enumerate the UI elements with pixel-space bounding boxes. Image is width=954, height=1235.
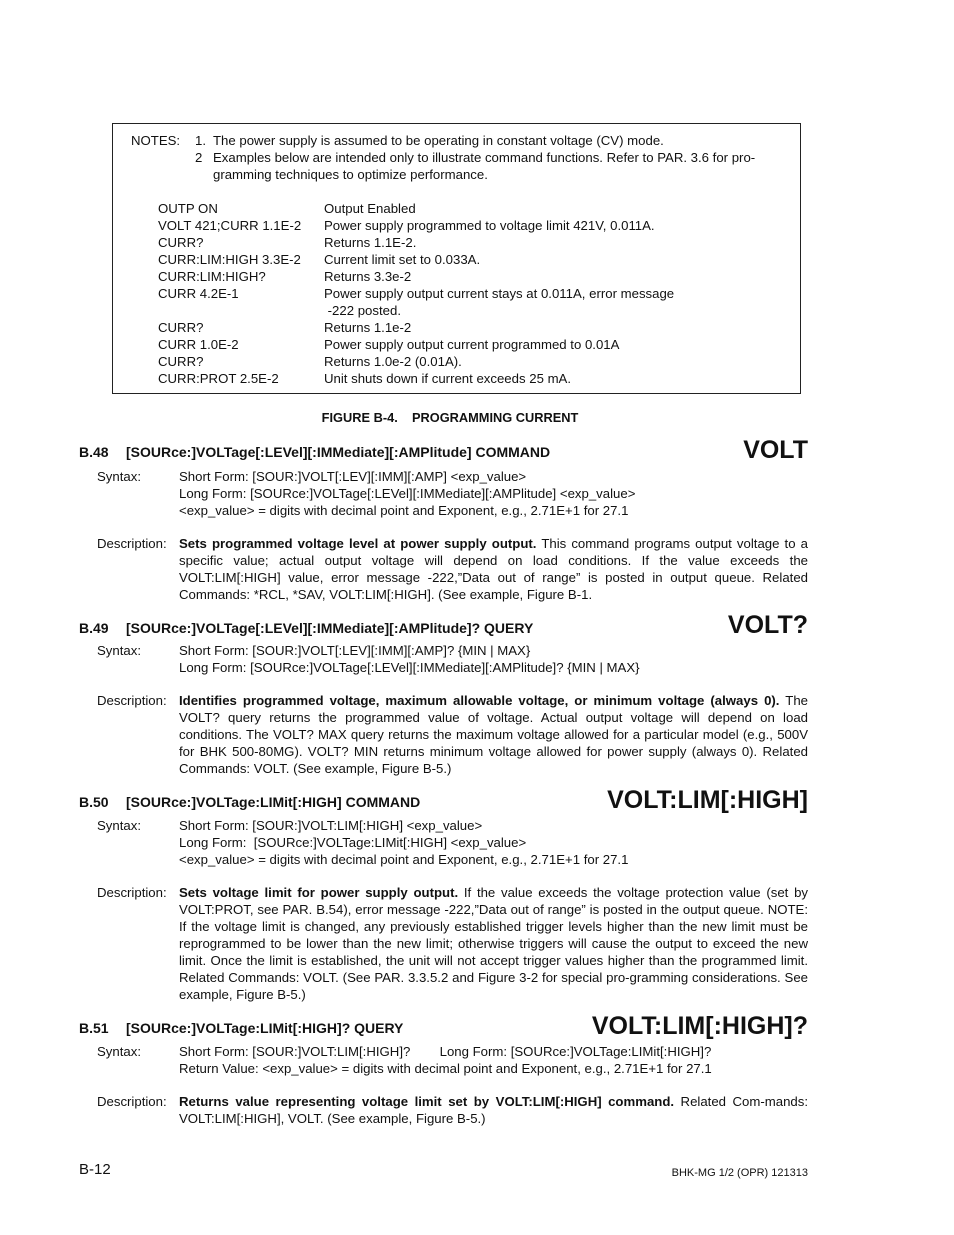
syntax-line: Return Value: <exp_value> = digits with decimal point and Exponent, e.g., 2.71E+1 for 27.1 xyxy=(179,1061,712,1076)
example-row xyxy=(158,336,788,353)
syntax-line: Short Form: [SOUR:]VOLT:LIM[:HIGH]? Long Form: [SOURce:]VOLTage:LIMit[:HIGH]? xyxy=(179,1044,712,1059)
description-label: Description: xyxy=(97,885,167,900)
example-command: CURR? xyxy=(158,235,204,250)
note-number: 1. xyxy=(195,133,206,148)
page-number: B-12 xyxy=(79,1161,111,1178)
section-title: [SOURce:]VOLTage[:LEVel][:IMMediate][:AMPlitude] COMMAND xyxy=(126,444,551,460)
note-text: The power supply is assumed to be operating in constant voltage (CV) mode. xyxy=(213,133,664,148)
example-description: Power supply output current programmed to 0.01A xyxy=(324,337,620,352)
section-number: B.50 xyxy=(79,794,109,810)
notes-label: NOTES: xyxy=(131,133,181,148)
description-label: Description: xyxy=(97,693,167,708)
syntax-line: <exp_value> = digits with decimal point and Exponent, e.g., 2.71E+1 for 27.1 xyxy=(179,852,629,867)
example-row xyxy=(158,285,788,302)
syntax-line: Long Form: [SOURce:]VOLTage[:LEVel][:IMMediate][:AMPlitude]? {MIN | MAX} xyxy=(179,660,640,675)
example-command: CURR 1.0E-2 xyxy=(158,337,239,352)
notes-box xyxy=(112,123,801,394)
note-text: Examples below are intended only to illustrate command functions. Refer to PAR. 3.6 for pro- xyxy=(213,150,756,165)
description-label: Description: xyxy=(97,1094,167,1109)
example-command: CURR:PROT 2.5E-2 xyxy=(158,371,279,386)
command-mnemonic: VOLT:LIM[:HIGH]? xyxy=(591,1012,808,1040)
figure-caption: FIGURE B-4. PROGRAMMING CURRENT xyxy=(321,410,579,425)
section-number: B.51 xyxy=(79,1020,109,1036)
section-heading-b48 xyxy=(79,444,550,461)
example-description: -222 posted. xyxy=(324,303,401,318)
example-row xyxy=(158,302,788,319)
example-description: Power supply programmed to voltage limit 421V, 0.011A. xyxy=(324,218,655,233)
section-number: B.49 xyxy=(79,620,109,636)
example-row xyxy=(158,268,788,285)
section-title: [SOURce:]VOLTage:LIMit[:HIGH]? QUERY xyxy=(126,1020,404,1036)
section-number: B.48 xyxy=(79,444,109,460)
example-description: Returns 1.0e-2 (0.01A). xyxy=(324,354,462,369)
section-heading-b51 xyxy=(79,1020,403,1037)
syntax-label: Syntax: xyxy=(97,818,141,833)
example-row xyxy=(158,234,788,251)
syntax-line: Short Form: [SOUR:]VOLT[:LEV][:IMM][:AMP] <exp_value> xyxy=(179,469,527,484)
example-row xyxy=(158,353,788,370)
description-text xyxy=(179,535,808,603)
example-description: Unit shuts down if current exceeds 25 mA. xyxy=(324,371,572,386)
example-command: OUTP ON xyxy=(158,201,218,216)
example-description: Returns 1.1E-2. xyxy=(324,235,417,250)
syntax-line: <exp_value> = digits with decimal point and Exponent, e.g., 2.71E+1 for 27.1 xyxy=(179,503,629,518)
description-bold: Sets voltage limit for power supply output. xyxy=(179,885,459,900)
syntax-line: Long Form: [SOURce:]VOLTage[:LEVel][:IMMediate][:AMPlitude] <exp_value> xyxy=(179,486,636,501)
example-command: CURR:LIM:HIGH? xyxy=(158,269,266,284)
example-row xyxy=(158,200,788,217)
description-bold: Identifies programmed voltage, maximum allowable voltage, or minimum voltage (always 0). xyxy=(179,693,780,708)
syntax-label: Syntax: xyxy=(97,469,141,484)
note-text: gramming techniques to optimize performance. xyxy=(213,167,488,182)
description-bold: Returns value representing voltage limit set by VOLT:LIM[:HIGH] command. xyxy=(179,1094,675,1109)
example-row xyxy=(158,217,788,234)
example-command: CURR 4.2E-1 xyxy=(158,286,239,301)
command-mnemonic: VOLT:LIM[:HIGH] xyxy=(607,786,808,814)
example-command: CURR? xyxy=(158,320,204,335)
example-command: CURR:LIM:HIGH 3.3E-2 xyxy=(158,252,301,267)
syntax-line: Long Form: [SOURce:]VOLTage:LIMit[:HIGH] <exp_value> xyxy=(179,835,527,850)
document-id: BHK-MG 1/2 (OPR) 121313 xyxy=(671,1167,808,1179)
example-description: Output Enabled xyxy=(324,201,416,216)
description-text xyxy=(179,1093,808,1127)
description-bold: Sets programmed voltage level at power supply output. xyxy=(179,536,537,551)
description-text xyxy=(179,884,808,1003)
note-number: 2 xyxy=(195,150,203,165)
description-rest: If the value exceeds the voltage protection value (set by VOLT:PROT, see PAR. B.54), error message -222,”Data out of range” is posted in the output queue. NOTE: If the voltage limit is changed, any previously established trigger levels higher than the new limit must be reprogrammed to be lower than the new limit; otherwise triggers will cause the output to exceed the new limit. Once the limit is established, the unit will not accept trigger values higher than the programmed limit. Related Commands: VOLT. (See PAR. 3.3.5.2 and Figure 3-2 for special pro-gramming considerations. See example, Figure B-5.) xyxy=(179,885,809,1002)
syntax-line: Short Form: [SOUR:]VOLT:LIM[:HIGH] <exp_value> xyxy=(179,818,483,833)
section-title: [SOURce:]VOLTage[:LEVel][:IMMediate][:AMPlitude]? QUERY xyxy=(126,620,534,636)
syntax-label: Syntax: xyxy=(97,1044,141,1059)
example-description: Returns 1.1e-2 xyxy=(324,320,412,335)
description-text xyxy=(179,692,808,777)
command-mnemonic: VOLT? xyxy=(727,611,808,639)
syntax-label: Syntax: xyxy=(97,643,141,658)
description-label: Description: xyxy=(97,536,167,551)
example-command: VOLT 421;CURR 1.1E-2 xyxy=(158,218,302,233)
section-title: [SOURce:]VOLTage:LIMit[:HIGH] COMMAND xyxy=(126,794,421,810)
example-description: Current limit set to 0.033A. xyxy=(324,252,481,267)
example-row xyxy=(158,370,788,387)
example-row xyxy=(158,251,788,268)
command-mnemonic: VOLT xyxy=(743,436,808,464)
syntax-line: Short Form: [SOUR:]VOLT[:LEV][:IMM][:AMP]? {MIN | MAX} xyxy=(179,643,531,658)
example-description: Power supply output current stays at 0.011A, error message xyxy=(324,286,675,301)
description-rest: The VOLT? query returns the programmed value of voltage. Actual output voltage will depend on load conditions. The VOLT? MAX query returns the maximum voltage allowed for a particular model (e.g., 500V for BHK 500-80MG). VOLT? MIN returns minimum voltage allowed for power supply (always 0). Related Commands: VOLT. (See example, Figure B-5.) xyxy=(179,693,808,776)
section-heading-b49 xyxy=(79,620,533,637)
example-description: Returns 3.3e-2 xyxy=(324,269,412,284)
example-row xyxy=(158,319,788,336)
description-rest: This command programs output voltage to a specific value; actual output voltage will depend on load conditions. If the value exceeds the VOLT:LIM[:HIGH] value, error message -222,”Data out of range” is posted in output queue. Related Commands: *RCL, *SAV, VOLT:LIM[:HIGH]. (See example, Figure B-1. xyxy=(179,536,808,602)
example-command: CURR? xyxy=(158,354,204,369)
section-heading-b50 xyxy=(79,794,420,811)
description-rest: Related Com-mands: VOLT:LIM[:HIGH], VOLT. (See example, Figure B-5.) xyxy=(179,1094,808,1126)
